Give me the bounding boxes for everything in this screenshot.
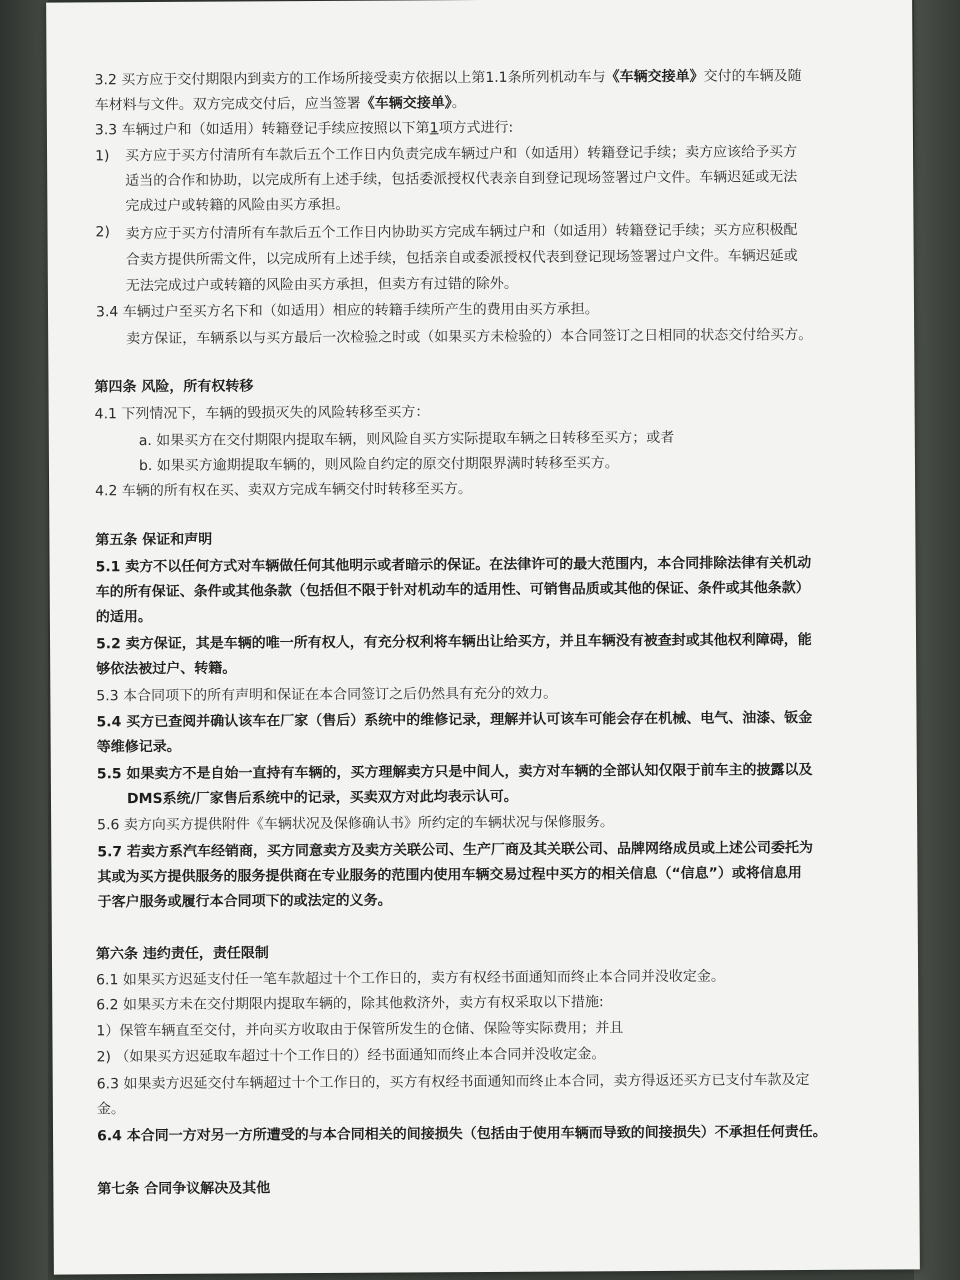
clause-6-2-measure-2: 2) （如果买方迟延取车超过十个工作日的）经书面通知而终止本合同并没收定金。 (96, 1046, 606, 1066)
section-7-title: 第七条 合同争议解决及其他 (97, 1180, 271, 1198)
clause-3-3: 3.3 车辆过户和（如适用）转籍登记手续应按照以下第1项方式进行: (94, 119, 514, 139)
clause-6-1: 6.1 如果买方迟延支付任一笔车款超过十个工作日的，卖方有权经书面通知而终止本合同并没收定金。 (96, 968, 725, 989)
clause-3-4-line-2: 卖方保证，车辆系以与买方最后一次检验之时或（如果买方未检验的）本合同签订之日相同的状态交付给买方。 (126, 326, 813, 348)
clause-5-7-line-2: 其或为买方提供服务的服务提供商在专业服务的范围内使用车辆交易过程中买方的相关信息（“信息”）或将信息用 (97, 865, 802, 886)
section-4-title: 第四条 风险，所有权转移 (94, 378, 254, 396)
clause-6-3-line-2: 金。 (96, 1101, 125, 1118)
clause-4-1-b: b. 如果买方逾期提取车辆的，则风险自约定的原交付期限界满时转移至买方。 (138, 455, 619, 475)
clause-5-1-line-2: 车的所有保证、条件或其他条款（包括但不限于针对机动车的适用性、可销售品质或其他的保证、条件或其他条款） (95, 580, 810, 601)
clause-5-4-line-1: 5.4 买方已查阅并确认该车在厂家（售后）系统中的维修记录，理解并认可该车可能会存在机械、电气、油漆、钣金 (96, 709, 813, 731)
clause-5-4-line-2: 等维修记录。 (96, 738, 181, 756)
option-1-number: 1) (95, 148, 110, 165)
clause-5-5-line-1: 5.5 如果卖方不是自始一直持有车辆的，买方理解卖方只是中间人，卖方对车辆的全部认知仅限于前车主的披露以及 (96, 761, 813, 783)
clause-5-2-line-1: 5.2 卖方保证，其是车辆的唯一所有权人，有充分权利将车辆出让给买方，并且车辆没有被查封或其他权利障碍，能 (95, 631, 812, 653)
option-2-number: 2) (95, 224, 110, 241)
clause-6-2-measure-1: 1）保管车辆直至交付，并向买方收取由于保管所发生的仓储、保险等实际费用；并且 (96, 1020, 624, 1040)
option-1-line-1: 买方应于买方付清所有车款后五个工作日内负责完成车辆过户和（如适用）转籍登记手续；卖方应该给予买方 (125, 144, 798, 165)
clause-6-3-line-1: 6.3 如果卖方迟延交付车辆超过十个工作日的，买方有权经书面通知而终止本合同，卖方得返还买方已支付车款及定 (96, 1072, 810, 1093)
clause-3-4-line-1: 3.4 车辆过户至买方名下和（如适用）相应的转籍手续所产生的费用由买方承担。 (95, 301, 599, 321)
option-2-line-1: 卖方应于买方付清所有车款后五个工作日内协助买方完成车辆过户和（如适用）转籍登记手续；买方应积极配 (125, 222, 798, 243)
background-left (0, 0, 48, 1280)
clause-5-3: 5.3 本合同项下的所有声明和保证在本合同签订之后仍然具有充分的效力。 (96, 685, 558, 705)
clause-6-2: 6.2 如果买方未在交付期限内提取车辆的，除其他救济外，卖方有权采取以下措施: (96, 994, 604, 1014)
contract-page (46, 0, 920, 1275)
background-right (914, 0, 960, 1280)
clause-5-5-line-2: DMS系统/厂家售后系统中的记录，买卖双方对此均表示认可。 (126, 788, 518, 808)
clause-5-6: 5.6 卖方向买方提供附件《车辆状况及保修确认书》所约定的车辆状况与保修服务。 (97, 814, 614, 834)
clause-3-2-line-1: 3.2 买方应于交付期限内到卖方的工作场所接受卖方依据以上第1.1条所列机动车与《车辆交接单》交付的车辆及随 (94, 68, 802, 89)
clause-4-2: 4.2 车辆的所有权在买、卖双方完成车辆交付时转移至买方。 (95, 481, 472, 500)
section-5-title: 第五条 保证和声明 (95, 531, 213, 549)
clause-5-7-line-1: 5.7 若卖方系汽车经销商，买方同意卖方及卖方关联公司、生产厂商及其关联公司、品牌网络成员或上述公司委托为 (97, 839, 814, 861)
clause-5-1-line-1: 5.1 卖方不以任何方式对车辆做任何其他明示或者暗示的保证。在法律许可的最大范围内，本合同排除法律有关机动 (95, 554, 812, 576)
clause-5-2-line-2: 够依法被过户、转籍。 (96, 660, 237, 678)
clause-5-1-line-3: 的适用。 (95, 609, 152, 626)
option-1-line-2: 适当的合作和协助，以完成所有上述手续，包括委派授权代表亲自到登记现场签署过户文件。车辆迟延或无法 (125, 169, 798, 190)
section-6-title: 第六条 违约责任，责任限制 (95, 945, 269, 963)
clause-6-4: 6.4 本合同一方对另一方所遭受的与本合同相关的间接损失（包括由于使用车辆而导致的间接损失）不承担任何责任。 (97, 1123, 827, 1145)
selected-option-number: 1 (429, 120, 439, 137)
clause-4-1: 4.1 下列情况下，车辆的毁损灭失的风险转移至买方： (94, 404, 430, 423)
option-1-line-3: 完成过户或转籍的风险由买方承担。 (125, 196, 350, 215)
clause-5-7-line-3: 于客户服务或履行本合同项下的或法定的义务。 (97, 892, 392, 911)
option-2-line-2: 合卖方提供所需文件，以完成所有上述手续，包括亲自或委派授权代表到登记现场签署过户文件。车辆迟延或 (125, 248, 798, 269)
clause-3-2-line-2: 车材料与文件。双方完成交付后，应当签署《车辆交接单》。 (94, 95, 466, 114)
clause-4-1-a: a. 如果买方在交付期限内提取车辆，则风险自买方实际提取车辆之日转移至买方；或者 (138, 429, 675, 450)
option-2-line-3: 无法完成过户或转籍的风险由买方承担，但卖方有过错的除外。 (125, 275, 518, 295)
